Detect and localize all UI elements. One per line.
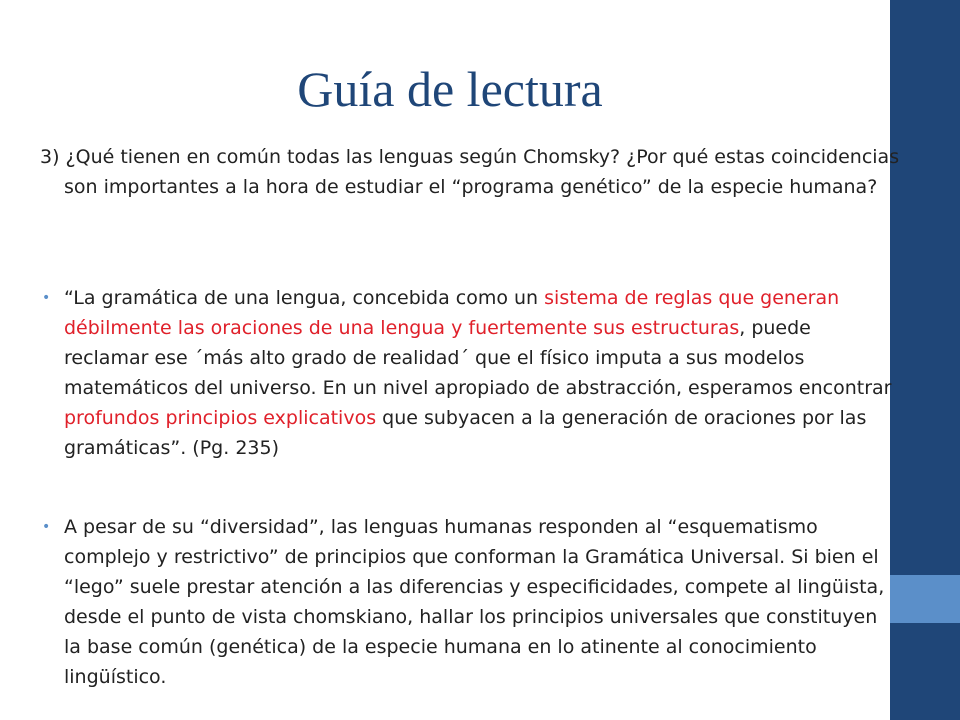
bullet-icon: • <box>42 290 51 306</box>
explanation-bullet-list <box>40 512 898 692</box>
bullet-icon: • <box>42 519 51 535</box>
sidebar-accent-block <box>890 575 960 623</box>
question-text: 3) ¿Qué tienen en común todas las lenguas según Chomsky? ¿Por qué estas coincidencias son importantes a la hora de estudiar el “programa genético” de la especie humana? <box>40 146 900 198</box>
explanation-bullet <box>40 512 898 692</box>
quote-bullet-list <box>40 283 898 463</box>
quote-text-part2: , puede reclamar ese ´más alto grado de realidad´ que el físico imputa a sus modelos matemáticos del universo. En un nivel apropiado de abstracción, esperamos encontrar <box>64 317 892 399</box>
quote-highlight-principles: profundos principios explicativos <box>64 407 377 429</box>
quote-highlight-rules: sistema de reglas que generan débilmente las oraciones de una lengua y fuertemente sus estructuras <box>64 287 840 339</box>
explanation-text: A pesar de su “diversidad”, las lenguas humanas responden al “esquematismo complejo y restrictivo” de principios que conforman la Gramática Universal. Si bien el “lego” suele prestar atención a las diferencias y especificidades, compete al lingüista, desde el punto de vista chomskiano, hallar los principios universales que constituyen la base común (genética) de la especie humana en lo atinente al conocimiento lingüístico. <box>64 516 885 688</box>
quote-text-part1: “La gramática de una lengua, concebida como un <box>64 287 545 309</box>
quote-bullet <box>40 283 898 463</box>
slide-title: Guía de lectura <box>297 61 603 117</box>
quote-text-part3: que subyacen a la generación de oraciones por las gramáticas”. (Pg. 235) <box>64 407 867 459</box>
